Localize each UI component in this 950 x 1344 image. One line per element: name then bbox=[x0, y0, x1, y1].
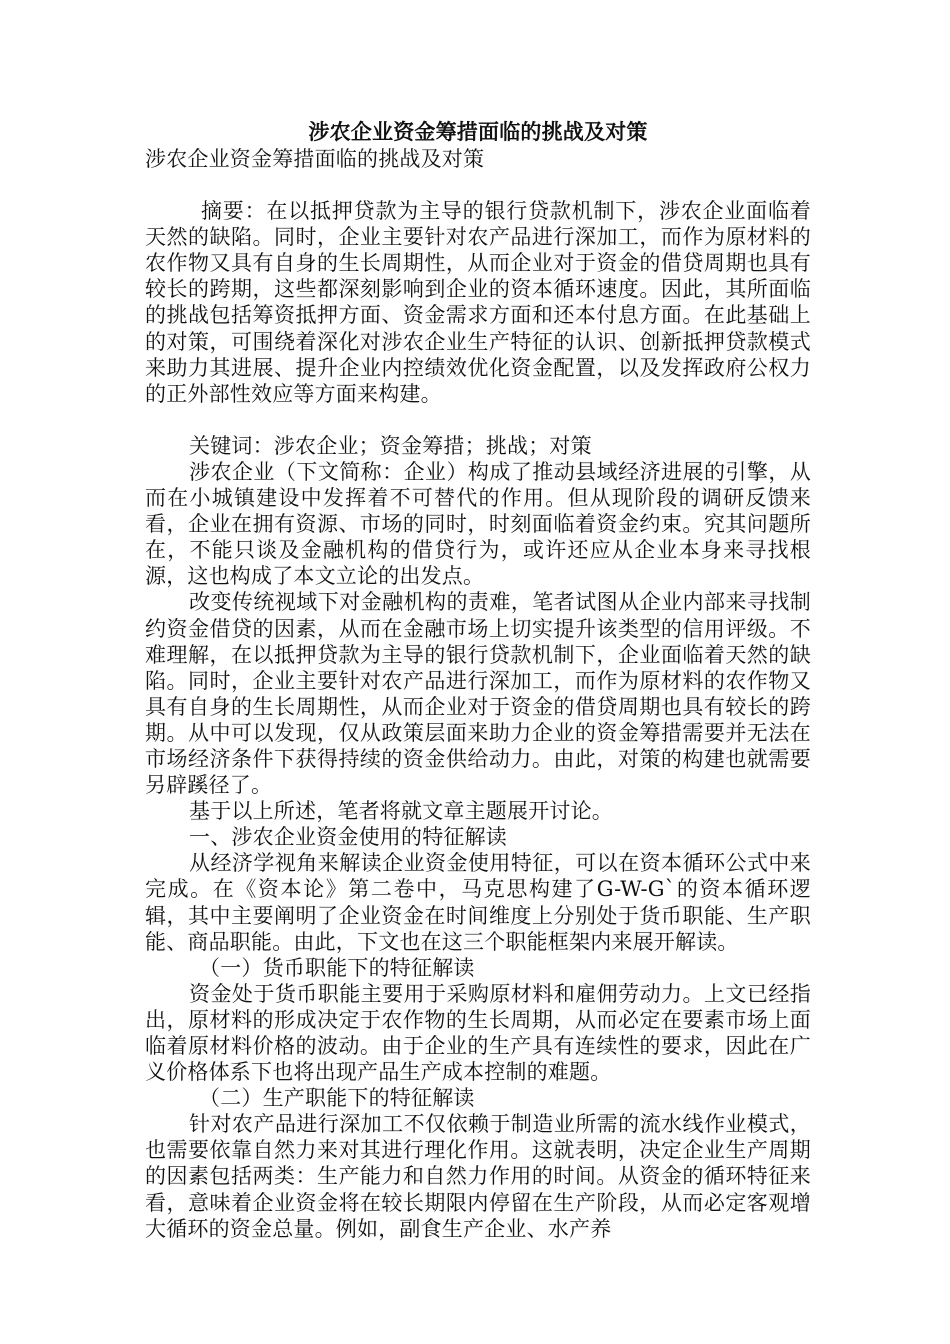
document-subtitle: 涉农企业资金筹措面临的挑战及对策 bbox=[145, 147, 485, 171]
blank-line bbox=[145, 172, 811, 198]
body-paragraph-transition: 基于以上所述，笔者将就文章主题展开讨论。 bbox=[189, 799, 613, 824]
keywords-line: 关键词：涉农企业；资金筹措；挑战；对策 bbox=[189, 433, 592, 458]
document-title: 涉农企业资金筹措面临的挑战及对策 bbox=[308, 119, 648, 144]
body-paragraph-approach: 改变传统视域下对金融机构的责难，笔者试图从企业内部来寻找制约资金借贷的因素，从而在金融市场上切实提升该类型的信用评级。不难理解，在以抵押贷款为主导的银行贷款机制下，企业面临着天然的缺陷。同时，企业主要针对农产品进行深加工，而作为原材料的农作物又具有自身的生长周期性，从而企业对于资金的借贷周期也具有较长的跨期。从中可以发现，仅从政策层面来助力企业的资金筹措需要并无法在市场经济条件下获得持续的资金供给动力。由此，对策的构建也就需要另辟蹊径了。 bbox=[145, 590, 811, 798]
abstract-paragraph: 摘要：在以抵押贷款为主导的银行贷款机制下，涉农企业面临着天然的缺陷。同时，企业主要针对农产品进行深加工，而作为原材料的农作物又具有自身的生长周期性，从而企业对于资金的借贷周期也具有较长的跨期，这些都深刻影响到企业的资本循环速度。因此，其所面临的挑战包括筹资抵押方面、资金需求方面和还本付息方面。在此基础上的对策，可围绕着深化对涉农企业生产特征的认识、创新抵押贷款模式来助力其进展、提升企业内控绩效优化资金配置，以及发挥政府公权力的正外部性效应等方面来构建。 bbox=[145, 199, 811, 406]
blank-line bbox=[145, 407, 811, 433]
subsection-heading-monetary: （一）货币职能下的特征解读 bbox=[199, 955, 475, 980]
document-body bbox=[145, 118, 811, 1242]
body-paragraph-capital-cycle: 从经济学视角来解读企业资金使用特征，可以在资本循环公式中来完成。在《资本论》第二卷中，马克思构建了G-W-G`的资本循环逻辑，其中主要阐明了企业资金在时间维度上分别处于货币职能、生产职能、商品职能。由此，下文也在这三个职能框架内来展开解读。 bbox=[145, 851, 811, 954]
subsection-heading-production: （二）生产职能下的特征解读 bbox=[199, 1086, 475, 1111]
body-paragraph-intro: 涉农企业（下文简称：企业）构成了推动县域经济进展的引擎，从而在小城镇建设中发挥着不可替代的作用。但从现阶段的调研反馈来看，企业在拥有资源、市场的同时，时刻面临着资金约束。究其问题所在，不能只谈及金融机构的借贷行为，或许还应从企业本身来寻找根源，这也构成了本文立论的出发点。 bbox=[145, 459, 811, 589]
body-paragraph-monetary: 资金处于货币职能主要用于采购原材料和雇佣劳动力。上文已经指出，原材料的形成决定于农作物的生长周期，从而必定在要素市场上面临着原材料价格的波动。由于企业的生产具有连续性的要求，因此在广义价格体系下也将出现产品生产成本控制的难题。 bbox=[145, 981, 811, 1085]
body-paragraph-production: 针对农产品进行深加工不仅依赖于制造业所需的流水线作业模式，也需要依靠自然力来对其进行理化作用。这就表明，决定企业生产周期的因素包括两类：生产能力和自然力作用的时间。从资金的循环特征来看，意味着企业资金将在较长期限内停留在生产阶段，从而必定客观增大循环的资金总量。例如，副食生产企业、水产养 bbox=[145, 1112, 811, 1241]
section-heading-main: 一、涉农企业资金使用的特征解读 bbox=[189, 825, 507, 850]
